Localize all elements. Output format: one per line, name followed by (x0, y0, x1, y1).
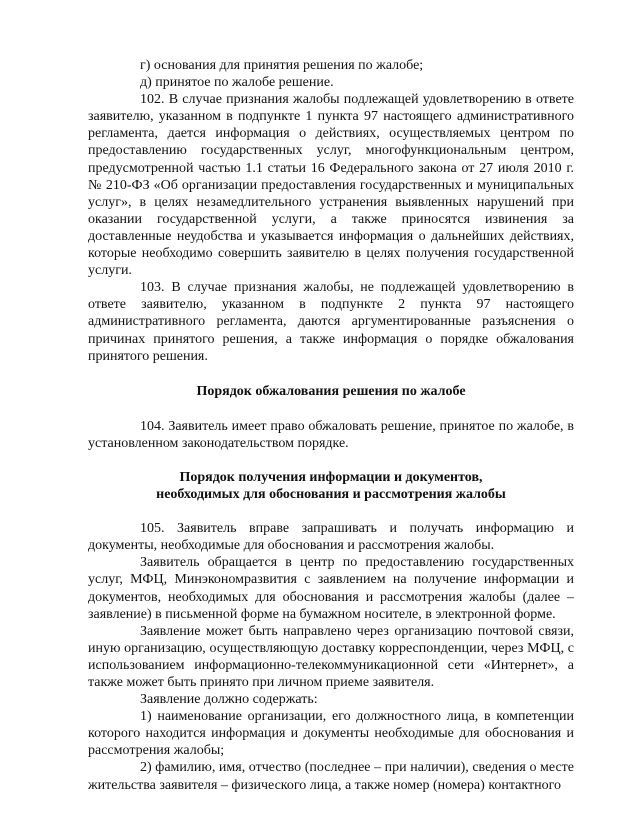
paragraph-103: 103. В случае признания жалобы, не подлежащей удовлетворению в ответе заявителю, указанном в подпункте 2 пункта 97 настоящего административного регламента, даются аргументированные разъяснения о причинах принятого решения, а также информация о порядке обжалования принятого решения. (88, 280, 574, 364)
paragraph-105: 105. Заявитель вправе запрашивать и получать информацию и документы, необходимые для обоснования и рассмотрения жалобы. (88, 521, 574, 554)
list-item-d: д) принятое по жалобе решение. (140, 75, 334, 91)
paragraph-105-contents: Заявление должно содержать: (140, 692, 318, 708)
paragraph-105-delivery: Заявление может быть направлено через организацию почтовой связи, иную организацию, осуществляющую доставку корреспонденции, через МФЦ, с использованием информационно-телекоммуникационной сети «Интернет», а также может быть принято при личном приеме заявителя. (88, 623, 574, 690)
paragraph-105-application: Заявитель обращается в центр по предоставлению государственных услуг, МФЦ, Минэкономразвития с заявлением на получение информации и документов, необходимых для обоснования и рассмотрения жалобы (далее – заявление) в письменной форме на бумажном носителе, в электронной форме. (88, 555, 574, 622)
section-heading-info-line2: необходимых для обоснования и рассмотрения жалобы (156, 487, 506, 503)
paragraph-102: 102. В случае признания жалобы подлежащей удовлетворению в ответе заявителю, указанном в подпункте 1 пункта 97 настоящего административного регламента, дается информация о действиях, осуществляемых центром по предоставлению государственных услуг, многофункциональным центром, предусмотренной частью 1.1 статьи 16 Федерального закона от 27 июля 2010 г. № 210-ФЗ «Об организации предоставления государственных и муниципальных услуг», в целях незамедлительного устранения выявленных нарушений при оказании государственной услуги, а также приносятся извинения за доставленные неудобства и указывается информация о дальнейших действиях, которые необходимо совершить заявителю в целях получения государственной услуги. (88, 92, 574, 279)
list-item-g: г) основания для принятия решения по жалобе; (140, 58, 424, 73)
list-item-2: 2) фамилию, имя, отчество (последнее – при наличии), сведения о месте жительства заявителя – физического лица, а также номер (номера) контактного (88, 760, 574, 793)
document-body (88, 57, 574, 794)
section-heading-appeal: Порядок обжалования решения по жалобе (196, 383, 466, 399)
section-heading-info-line1: Порядок получения информации и документов, (179, 469, 483, 485)
list-item-1: 1) наименование организации, его должностного лица, в компетенции которого находится информация и документы необходимые для обоснования и рассмотрения жалобы; (88, 709, 574, 759)
paragraph-104: 104. Заявитель имеет право обжаловать решение, принятое по жалобе, в установленном законодательством порядке. (88, 418, 574, 451)
